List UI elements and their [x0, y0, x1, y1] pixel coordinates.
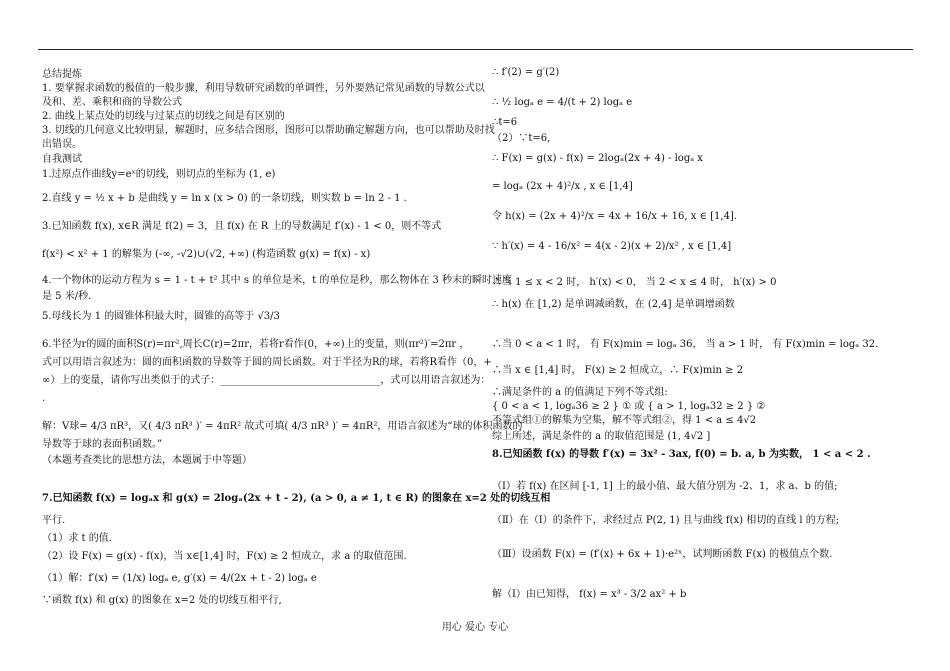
right-line-4: ∴ F(x) = g(x) - f(x) = 2logₐ(2x + 4) - logₐ x — [492, 153, 703, 164]
right-line-3: （2）∵t=6, — [492, 133, 551, 144]
left-line-20: （本题考查类比的思想方法，本题属于中等题） — [42, 455, 252, 466]
right-line-10: ∴当 0 < a < 1 时， 有 F(x)min = logₐ 36， 当 a > 1 时， 有 F(x)min = logₐ 32. — [492, 339, 879, 350]
left-line-7: 1.过原点作曲线y=eˣ的切线，则切点的坐标为 (1, e) — [42, 169, 276, 180]
right-line-15: 综上所述，满足条件的 a 的取值范围是 (1, 4√2 ] — [492, 431, 711, 442]
right-line-7: ∵ h′(x) = 4 - 16/x² = 4(x - 2)(x + 2)/x² , x ∈ [1,4] — [492, 241, 732, 252]
left-line-10: f(x²) < x² + 1 的解集为 (-∞, -√2)∪(√2, +∞) (构造函数 g(x) = f(x) - x) — [42, 249, 371, 260]
right-line-20: 解（Ⅰ）由已知得， f(x) = x³ - 3/2 ax² + b — [492, 589, 687, 600]
right-line-11: ∴当 x ∈ [1,4] 时， F(x) ≥ 2 恒成立，∴ F(x)min ≥ 2 — [492, 365, 744, 376]
left-line-3: 2. 曲线上某点处的切线与过某点的切线之间是有区别的 — [42, 111, 285, 122]
right-line-12: ∴满足条件的 a 的值满足下列不等式组: — [492, 387, 668, 398]
left-line-23: （1）求 t 的值. — [42, 533, 112, 544]
left-line-17: . — [42, 393, 46, 404]
right-line-16: 8.已知函数 f(x) 的导数 f′(x) = 3x² - 3ax, f(0) = b. a, b 为实数， 1 < a < 2 . — [492, 449, 871, 460]
right-line-17: （Ⅰ）若 f(x) 在区间 [-1, 1] 上的最小值、最大值分别为 -2、1，求 a、b 的值; — [492, 481, 838, 492]
left-line-9: 3.已知函数 f(x), x∈R 满足 f(2) = 3，且 f(x) 在 R 上的导数满足 f′(x) - 1 < 0，则不等式 — [42, 221, 442, 232]
left-line-4: 3. 切线的几何意义比较明显，解题时，应多结合图形，图形可以帮助确定解题方向，也可以帮助及时找 — [42, 125, 495, 136]
left-line-8: 2.直线 y = ½ x + b 是曲线 y = ln x (x > 0) 的一条切线，则实数 b = ln 2 - 1 . — [42, 193, 407, 204]
right-line-8: ∴当 1 ≤ x < 2 时， h′(x) < 0， 当 2 < x ≤ 4 时， h′(x) > 0 — [492, 277, 777, 288]
left-line-1: 1. 要掌握求函数的极值的一般步骤，利用导数研究函数的单调性，另外要熟记常见函数的导数公式以 — [42, 83, 485, 94]
right-line-19: （Ⅲ）设函数 F(x) = (f′(x) + 6x + 1)·e²ˣ，试判断函数 F(x) 的极值点个数. — [492, 549, 833, 560]
right-line-5: = logₐ (2x + 4)²/x , x ∈ [1,4] — [492, 181, 633, 192]
right-line-6: 令 h(x) = (2x + 4)²/x = 4x + 16/x + 16, x ∈ [1,4]. — [492, 211, 738, 222]
left-line-25: （1）解：f′(x) = (1/x) logₐ e, g′(x) = 4/(2x + t - 2) logₐ e — [42, 573, 317, 584]
right-line-0: ∴ f′(2) = g′(2) — [492, 67, 560, 78]
left-line-21: 7.已知函数 f(x) = logₐx 和 g(x) = 2logₐ(2x + t - 2), (a > 0, a ≠ 1, t ∈ R) 的图象在 x=2 处的切线互相 — [42, 493, 551, 504]
left-line-16: ∞）上的变量，请你写出类似于的式子：________________________________，式可以用语言叙述为： — [42, 375, 491, 386]
left-line-22: 平行. — [42, 515, 66, 526]
left-line-18: 解：V球= 4/3 πR³，又( 4/3 πR³ )′ = 4πR² 故式可填( 4/3 πR³ )′ = 4πR²，用语言叙述为“球的体积函数的 — [42, 421, 523, 432]
right-line-9: ∴ h(x) 在 [1,2) 是单调减函数，在 (2,4] 是单调增函数 — [492, 299, 735, 310]
left-line-5: 出错误。 — [42, 139, 82, 150]
right-line-1: ∴ ½ logₐ e = 4/(t + 2) logₐ e — [492, 97, 633, 108]
page-footer: 用心 爱心 专心 — [441, 622, 509, 633]
right-line-13: { 0 < a < 1, logₐ36 ≥ 2 } ① 或 { a > 1, logₐ32 ≥ 2 } ② — [492, 401, 766, 412]
right-line-18: （Ⅱ）在（Ⅰ）的条件下，求经过点 P(2, 1) 且与曲线 f(x) 相切的直线 l 的方程; — [492, 515, 840, 526]
right-line-2: ∴t=6 — [492, 117, 518, 128]
header-rule — [38, 49, 913, 50]
left-line-11: 4.一个物体的运动方程为 s = 1 - t + t² 其中 s 的单位是米，t 的单位是秒，那么物体在 3 秒末的瞬时速度 — [42, 275, 513, 286]
left-line-0: 总结提炼 — [42, 69, 82, 80]
left-line-13: 5.母线长为 1 的圆锥体积最大时，圆锥的高等于 √3/3 — [42, 311, 280, 322]
left-line-2: 及和、差、乘积和商的导数公式 — [42, 97, 182, 108]
left-line-19: 导数等于球的表面积函数。” — [42, 439, 163, 450]
left-line-26: ∵函数 f(x) 和 g(x) 的图象在 x=2 处的切线互相平行, — [42, 595, 282, 606]
left-line-14: 6.半径为r的圆的面积S(r)=πr²,周长C(r)=2πr，若将r看作(0，+∞)上的变量，则(πr²)′=2πr ， — [42, 339, 470, 350]
left-line-6: 自我测试 — [42, 154, 82, 165]
left-line-12: 是 5 米/秒. — [42, 291, 92, 302]
left-line-24: （2）设 F(x) = g(x) - f(x)，当 x∈[1,4] 时，F(x) ≥ 2 恒成立，求 a 的取值范围. — [42, 551, 407, 562]
left-line-15: 式可以用语言叙述为：圆的面积函数的导数等于圆的周长函数。对于半径为R的球，若将R看作（0，+ — [42, 357, 492, 368]
right-line-14: 不等式组①的解集为空集，解不等式组②，得 1 < a ≤ 4√2 — [492, 415, 757, 426]
